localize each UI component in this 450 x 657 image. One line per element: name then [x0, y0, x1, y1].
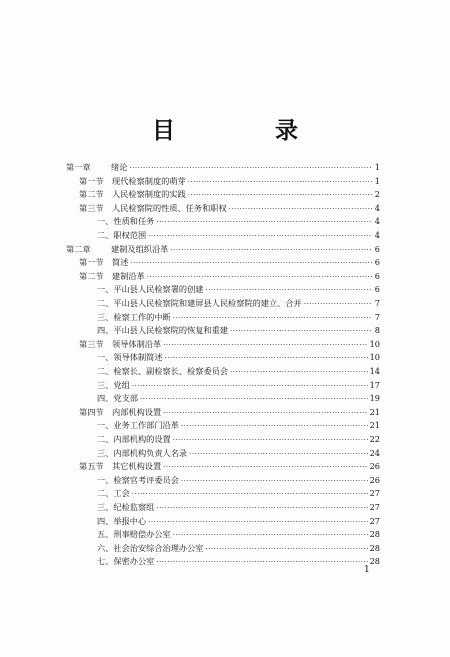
toc-entry-page: 1	[374, 162, 380, 172]
toc-entry-item	[97, 447, 380, 460]
page-title: 目 录	[151, 118, 344, 144]
toc-leader-dots	[205, 543, 367, 556]
toc-entry-title: 平山县人民检察署的创建	[113, 284, 204, 295]
toc-leader-dots	[130, 257, 372, 270]
toc-leader-dots	[163, 407, 367, 420]
toc-entry-section	[79, 460, 380, 473]
toc-entry-page: 4	[374, 202, 380, 213]
toc-entry-item	[97, 515, 380, 528]
toc-entry-item	[97, 392, 380, 405]
toc-entry-number: 一、	[97, 420, 114, 431]
toc-leader-dots	[173, 312, 372, 325]
toc-leader-dots	[205, 284, 372, 297]
toc-entry-item	[97, 528, 380, 541]
toc-leader-dots	[181, 475, 368, 488]
toc-entry-number: 二、	[97, 434, 114, 444]
toc-entry-page: 27	[369, 502, 380, 512]
toc-entry-item	[97, 297, 380, 310]
toc-entry-title: 内部机构设置	[112, 406, 162, 417]
toc-entry-page: 26	[369, 461, 380, 472]
toc-entry-number: 四、	[97, 515, 114, 526]
toc-leader-dots	[156, 556, 367, 569]
toc-entry-number: 七、	[97, 556, 114, 567]
toc-entry-page: 28	[369, 529, 380, 540]
toc-entry-title: 检察工作的中断	[113, 311, 171, 322]
toc-entry-title: 绪论	[111, 162, 128, 172]
toc-entry-page: 21	[369, 406, 380, 417]
toc-entry-number: 第二节	[79, 189, 104, 200]
toc-entry-page: 1	[374, 175, 380, 186]
toc-entry-page: 6	[374, 284, 380, 295]
toc-leader-dots	[188, 189, 372, 202]
toc-entry-page: 8	[374, 325, 380, 336]
toc-entry-page: 28	[369, 542, 380, 553]
toc-entry-number: 四、	[97, 393, 114, 404]
toc-entry-number: 五、	[97, 529, 114, 540]
toc-entry-page: 14	[369, 366, 380, 376]
toc-entry-title: 其它机构设置	[112, 461, 162, 472]
toc-entry-title: 领导体制简述	[113, 352, 163, 363]
toc-entry-section	[79, 202, 380, 215]
toc-entry-title: 工会	[113, 488, 130, 499]
toc-leader-dots	[132, 380, 368, 393]
toc-entry-title: 建制及组织沿革	[111, 243, 169, 254]
toc-leader-dots	[147, 271, 372, 284]
toc-entry-item	[97, 487, 380, 500]
toc-leader-dots	[165, 352, 368, 365]
toc-entry-page: 10	[369, 352, 380, 363]
toc-entry-item	[97, 433, 380, 446]
toc-entry-chapter	[66, 161, 380, 174]
toc-entry-number: 第五节	[79, 461, 104, 472]
toc-entry-title: 刑事赔偿办公室	[113, 529, 171, 540]
toc-entry-number: 第三节	[79, 338, 104, 349]
toc-leader-dots	[170, 244, 372, 257]
toc-entry-title: 职权范围	[113, 230, 147, 240]
toc-entry-number: 三、	[97, 502, 114, 512]
toc-leader-dots	[163, 339, 367, 352]
toc-entry-item	[97, 351, 380, 364]
toc-entry-page: 6	[374, 270, 380, 281]
toc-leader-dots	[304, 298, 372, 311]
toc-entry-page: 6	[374, 243, 380, 254]
toc-entry-number: 第一节	[79, 257, 104, 268]
toc-entry-page: 2	[374, 189, 380, 200]
toc-entry-number: 一、	[97, 352, 114, 363]
toc-entry-item	[97, 419, 380, 432]
toc-entry-page: 4	[374, 216, 380, 227]
toc-entry-section	[79, 256, 380, 269]
toc-entry-title: 现代检察制度的萌芽	[112, 175, 186, 186]
toc-entry-number: 第二节	[79, 270, 104, 281]
toc-entry-number: 三、	[97, 311, 114, 322]
toc-entry-number: 二、	[97, 230, 114, 240]
toc-entry-title: 简述	[112, 257, 129, 268]
toc-leader-dots	[132, 488, 368, 501]
toc-entry-item	[97, 555, 380, 568]
toc-entry-page: 27	[369, 488, 380, 499]
toc-entry-item	[97, 229, 380, 242]
toc-leader-dots	[188, 176, 372, 189]
toc-leader-dots	[129, 162, 372, 175]
toc-entry-page: 7	[374, 298, 380, 308]
toc-entry-number: 三、	[97, 447, 114, 458]
toc-entry-section	[79, 406, 380, 419]
toc-entry-number: 六、	[97, 542, 114, 553]
toc-entry-number: 四、	[97, 325, 114, 336]
toc-entry-section	[79, 270, 380, 283]
toc-entry-item	[97, 215, 380, 228]
toc-leader-dots	[156, 216, 372, 229]
toc-entry-title: 领导体制沿革	[112, 338, 162, 349]
toc-entry-section	[79, 175, 380, 188]
toc-entry-title: 党支部	[113, 393, 138, 404]
toc-entry-item	[97, 365, 380, 378]
toc-entry-title: 人民检察院的性质、任务和职权	[112, 202, 227, 213]
toc-entry-number: 二、	[97, 298, 114, 308]
toc-leader-dots	[173, 529, 368, 542]
toc-entry-page: 21	[369, 420, 380, 431]
toc-entry-item	[97, 474, 380, 487]
toc-entry-item	[97, 542, 380, 555]
toc-leader-dots	[140, 393, 368, 406]
toc-entry-item	[97, 311, 380, 324]
toc-entry-title: 检察官考评委员会	[113, 474, 179, 485]
toc-leader-dots	[173, 434, 368, 447]
toc-leader-dots	[189, 448, 367, 461]
toc-entry-number: 一、	[97, 474, 114, 485]
toc-entry-number: 第一节	[79, 175, 104, 186]
toc-entry-item	[97, 501, 380, 514]
toc-entry-number: 一、	[97, 216, 114, 227]
toc-entry-chapter	[66, 243, 380, 256]
toc-entry-number: 二、	[97, 366, 114, 376]
toc-entry-page: 7	[374, 311, 380, 322]
toc-entry-title: 性质和任务	[113, 216, 155, 227]
toc-entry-item	[97, 324, 380, 337]
toc-entry-number: 第一章	[66, 162, 91, 172]
toc-entry-title: 保密办公室	[113, 556, 155, 567]
toc-entry-page: 4	[374, 230, 380, 240]
toc-entry-page: 10	[369, 338, 380, 349]
toc-entry-title: 平山县人民检察院的恢复和重建	[113, 325, 229, 336]
toc-entry-title: 检察长、副检察长、检察委员会	[113, 366, 229, 376]
toc-entry-title: 内部机构的设置	[113, 434, 171, 444]
toc-entry-page: 6	[374, 257, 380, 268]
toc-entry-page: 19	[369, 393, 380, 404]
toc-entry-title: 社会治安综合治理办公室	[113, 542, 204, 553]
toc-leader-dots	[148, 516, 367, 529]
toc-leader-dots	[148, 230, 372, 243]
page-number: 1	[364, 565, 370, 575]
toc-entry-title: 人民检察制度的实践	[112, 189, 186, 200]
toc-entry-title: 纪检监察组	[113, 502, 155, 512]
toc-entry-number: 二、	[97, 488, 114, 499]
toc-entry-item	[97, 283, 380, 296]
toc-entry-page: 22	[369, 434, 380, 444]
toc-leader-dots	[230, 325, 372, 338]
toc-entry-number: 第三节	[79, 202, 104, 213]
toc-entry-number: 一、	[97, 284, 114, 295]
toc-entry-page: 28	[369, 556, 380, 567]
toc-entry-page: 17	[369, 379, 380, 390]
toc-entry-item	[97, 379, 380, 392]
toc-entry-title: 业务工作部门沿革	[113, 420, 179, 431]
toc-leader-dots	[163, 461, 367, 474]
toc-entry-page: 27	[369, 515, 380, 526]
toc-leader-dots	[230, 366, 368, 379]
toc-leader-dots	[229, 203, 372, 216]
toc-entry-section	[79, 188, 380, 201]
toc-entry-title: 党组	[113, 379, 130, 390]
toc-entry-page: 24	[369, 447, 380, 458]
toc-entry-title: 举报中心	[113, 515, 147, 526]
toc-leader-dots	[181, 420, 368, 433]
toc-entry-title: 建制沿革	[112, 270, 145, 281]
toc-entry-number: 三、	[97, 379, 114, 390]
toc-entry-title: 平山县人民检察院和建屏县人民检察院的建立、合并	[113, 298, 302, 308]
toc-leader-dots	[156, 502, 367, 515]
toc-entry-number: 第二章	[66, 243, 91, 254]
toc-entry-page: 26	[369, 474, 380, 485]
toc-entry-section	[79, 338, 380, 351]
toc-entry-number: 第四节	[79, 406, 104, 417]
toc-entry-title: 内部机构负责人名录	[113, 447, 188, 458]
